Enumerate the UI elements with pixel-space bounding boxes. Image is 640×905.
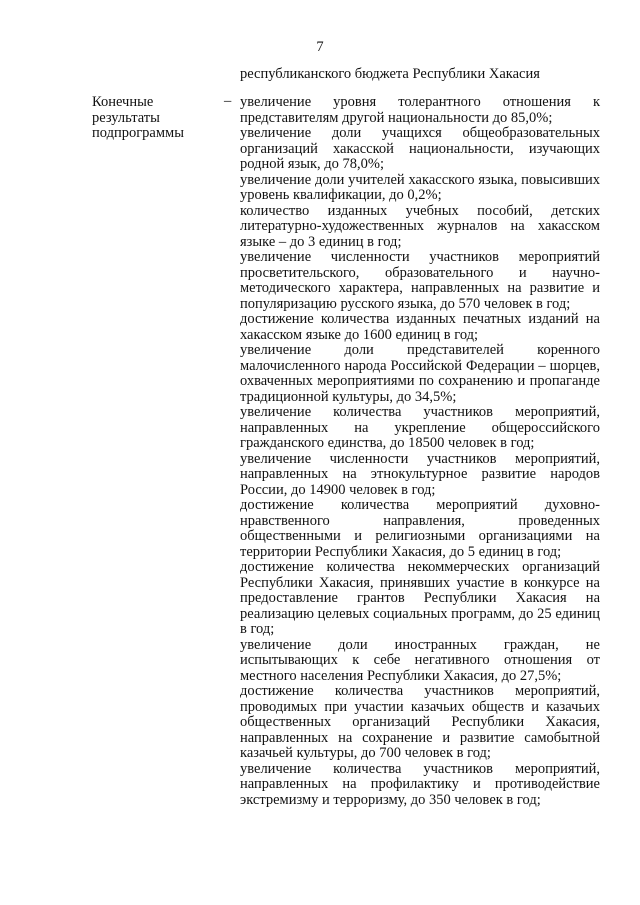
result-item: увеличение численности участников мероприятий просветительского, образовательного и научно-методического характера, направленных на развитие и популяризацию русского языка, до 570 человек в год;	[240, 249, 600, 312]
result-item: достижение количества мероприятий духовно-нравственного направления, проведенных общественными и религиозными организациями на территории Республики Хакасия, до 5 единиц в год;	[240, 497, 600, 560]
result-item: увеличение количества участников мероприятий, направленных на укрепление общероссийского гражданского единства, до 18500 человек в год;	[240, 404, 600, 451]
page-number: 7	[316, 39, 324, 55]
result-item: достижение количества некоммерческих организаций Республики Хакасия, принявших участие в конкурсе на предоставление грантов Республики Хакасия на реализацию целевых социальных программ, до 25 единиц в год;	[240, 559, 600, 637]
section-label: Конечные результаты подпрограммы	[92, 94, 184, 141]
result-item: увеличение доли представителей коренного малочисленного народа Российской Федерации – шорцев, охваченных мероприятиями по сохранению и пропаганде традиционной культуры, до 34,5%;	[240, 342, 600, 405]
result-item: увеличение доли иностранных граждан, не испытывающих к себе негативного отношения от местного населения Республики Хакасия, до 27,5%;	[240, 636, 600, 684]
results-list	[240, 95, 600, 808]
result-item: увеличение уровня толерантного отношения к представителям другой национальности до 85,0%;	[240, 94, 600, 126]
result-item: увеличение доли учителей хакасского языка, повысивших уровень квалификации, до 0,2%;	[240, 171, 600, 203]
result-item: достижение количества участников мероприятий, проводимых при участии казачьих обществ и казачьих общественных организаций Республики Хакасия, направленных на сохранение и развитие самобытной казачьей культуры, до 700 человек в год;	[240, 683, 600, 761]
result-item: достижение количества изданных печатных изданий на хакасском языке до 1600 единиц в год;	[240, 311, 600, 343]
result-item: увеличение доли учащихся общеобразовательных организаций хакасской национальности, изучающих родной язык, до 78,0%;	[240, 125, 600, 172]
result-item: увеличение численности участников мероприятий, направленных на этнокультурное развитие народов России, до 14900 человек в год;	[240, 450, 600, 498]
result-item: количество изданных учебных пособий, детских литературно-художественных журналов на хакасском языке – до 3 единиц в год;	[240, 202, 600, 250]
continuation-text: республиканского бюджета Республики Хакасия	[240, 66, 540, 82]
result-item: увеличение количества участников мероприятий, направленных на профилактику и противодействие экстремизму и терроризму, до 350 человек в год;	[240, 760, 600, 808]
label-dash: –	[224, 93, 232, 109]
